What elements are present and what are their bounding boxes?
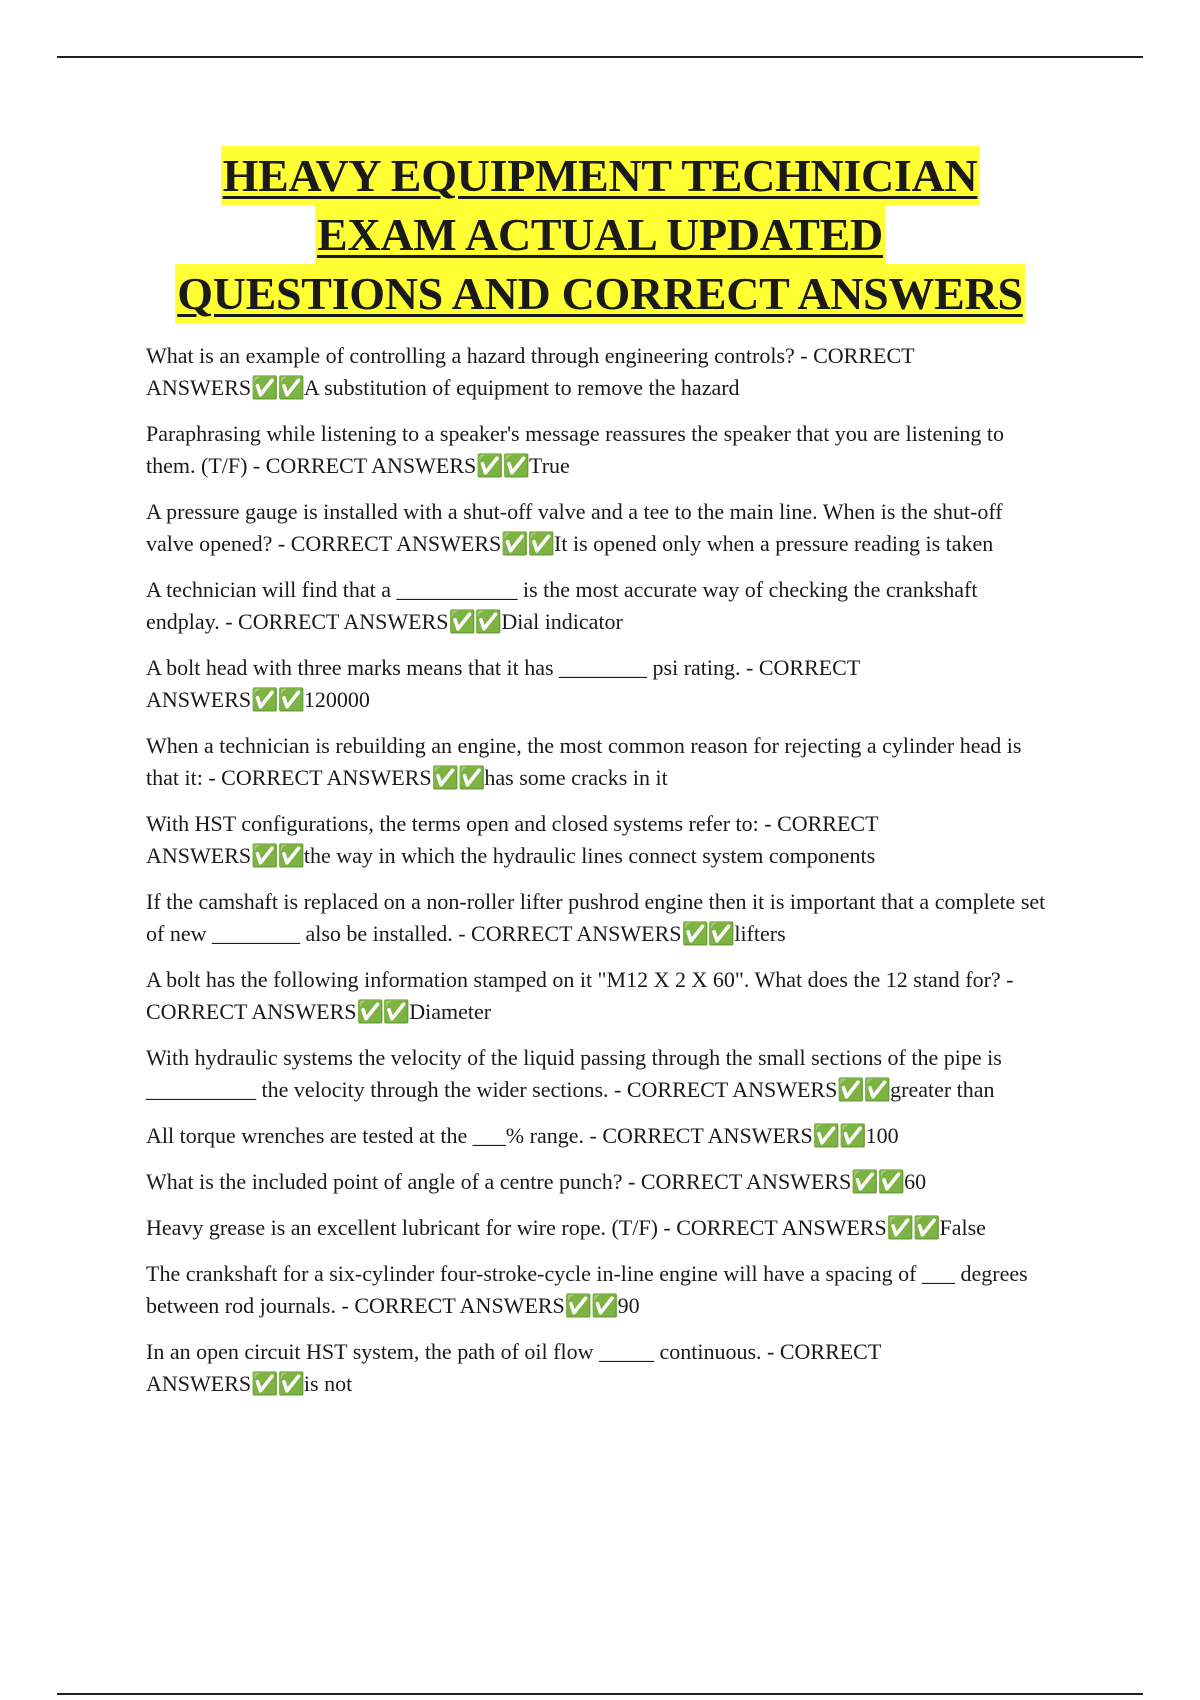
question-text: A pressure gauge is installed with a shut-off valve and a tee to the main line. When is the shut-off valve opened? - CORRECT ANSWERS — [146, 499, 1003, 556]
answer-text: Dial indicator — [501, 609, 623, 634]
answer-text: True — [529, 453, 570, 478]
title-line-2: EXAM ACTUAL UPDATED — [315, 205, 885, 264]
check-icon: ✅✅ — [681, 921, 735, 946]
question-text: If the camshaft is replaced on a non-roller lifter pushrod engine then it is important that a complete set of new ________ also be installed. - CORRECT ANSWERS — [146, 889, 1046, 946]
question-text: All torque wrenches are tested at the ___% range. - CORRECT ANSWERS — [146, 1123, 813, 1148]
question-text: In an open circuit HST system, the path of oil flow _____ continuous. - CORRECT ANSWERS — [146, 1339, 881, 1396]
qa-item — [146, 808, 1051, 872]
qa-item — [146, 964, 1051, 1028]
check-icon: ✅✅ — [476, 453, 530, 478]
check-icon: ✅✅ — [564, 1293, 618, 1318]
answer-text: 90 — [617, 1293, 640, 1318]
check-icon: ✅✅ — [886, 1215, 940, 1240]
question-text: Heavy grease is an excellent lubricant for wire rope. (T/F) - CORRECT ANSWERS — [146, 1215, 887, 1240]
answer-text: has some cracks in it — [484, 765, 668, 790]
answer-text: the way in which the hydraulic lines connect system components — [303, 843, 876, 868]
question-text: What is the included point of angle of a centre punch? - CORRECT ANSWERS — [146, 1169, 852, 1194]
bottom-rule — [57, 1693, 1143, 1695]
question-answer-list — [146, 340, 1051, 1414]
qa-item — [146, 418, 1051, 482]
question-text: With HST configurations, the terms open and closed systems refer to: - CORRECT ANSWERS — [146, 811, 879, 868]
question-text: With hydraulic systems the velocity of the liquid passing through the small sections of the pipe is __________ the velocity through the wider sections. - CORRECT ANSWERS — [146, 1045, 1002, 1102]
qa-item — [146, 730, 1051, 794]
question-text: The crankshaft for a six-cylinder four-stroke-cycle in-line engine will have a spacing of ___ degrees between rod journals. - CORRECT ANSWERS — [146, 1261, 1028, 1318]
check-icon: ✅✅ — [837, 1077, 891, 1102]
top-rule — [57, 56, 1143, 58]
answer-text: Diameter — [409, 999, 492, 1024]
qa-item — [146, 652, 1051, 716]
check-icon: ✅✅ — [251, 1371, 304, 1396]
check-icon: ✅✅ — [431, 765, 485, 790]
qa-item — [146, 1212, 1051, 1244]
answer-text: lifters — [734, 921, 786, 946]
qa-item — [146, 574, 1051, 638]
answer-text: A substitution of equipment to remove the hazard — [303, 375, 740, 400]
answer-text: 60 — [904, 1169, 927, 1194]
title-line-1: HEAVY EQUIPMENT TECHNICIAN — [221, 146, 980, 205]
answer-text: It is opened only when a pressure reading is taken — [554, 531, 994, 556]
check-icon: ✅✅ — [812, 1123, 866, 1148]
question-text: When a technician is rebuilding an engine, the most common reason for rejecting a cylinder head is that it: - CORRECT ANSWERS — [146, 733, 1022, 790]
document-title — [60, 146, 1140, 323]
qa-item — [146, 1042, 1051, 1106]
title-line-3: QUESTIONS AND CORRECT ANSWERS — [175, 264, 1025, 323]
question-text: What is an example of controlling a hazard through engineering controls? - CORRECT ANSWERS — [146, 343, 915, 400]
check-icon: ✅✅ — [251, 687, 304, 712]
qa-item — [146, 1166, 1051, 1198]
qa-item — [146, 1336, 1051, 1400]
qa-item — [146, 496, 1051, 560]
check-icon: ✅✅ — [501, 531, 555, 556]
check-icon: ✅✅ — [251, 375, 304, 400]
answer-text: 100 — [865, 1123, 899, 1148]
qa-item — [146, 886, 1051, 950]
qa-item — [146, 1258, 1051, 1322]
question-text: Paraphrasing while listening to a speaker's message reassures the speaker that you are listening to them. (T/F) - CORRECT ANSWERS — [146, 421, 1005, 478]
question-text: A bolt has the following information stamped on it "M12 X 2 X 60". What does the 12 stand for? - CORRECT ANSWERS — [146, 967, 1014, 1024]
qa-item — [146, 1120, 1051, 1152]
check-icon: ✅✅ — [448, 609, 502, 634]
answer-text: greater than — [890, 1077, 995, 1102]
answer-text: is not — [303, 1371, 353, 1396]
question-text: A bolt head with three marks means that it has ________ psi rating. - CORRECT ANSWERS — [146, 655, 860, 712]
check-icon: ✅✅ — [356, 999, 410, 1024]
check-icon: ✅✅ — [851, 1169, 905, 1194]
qa-item — [146, 340, 1051, 404]
check-icon: ✅✅ — [251, 843, 304, 868]
answer-text: 120000 — [303, 687, 370, 712]
question-text: A technician will find that a ___________ is the most accurate way of checking the crankshaft endplay. - CORRECT ANSWERS — [146, 577, 978, 634]
answer-text: False — [939, 1215, 986, 1240]
